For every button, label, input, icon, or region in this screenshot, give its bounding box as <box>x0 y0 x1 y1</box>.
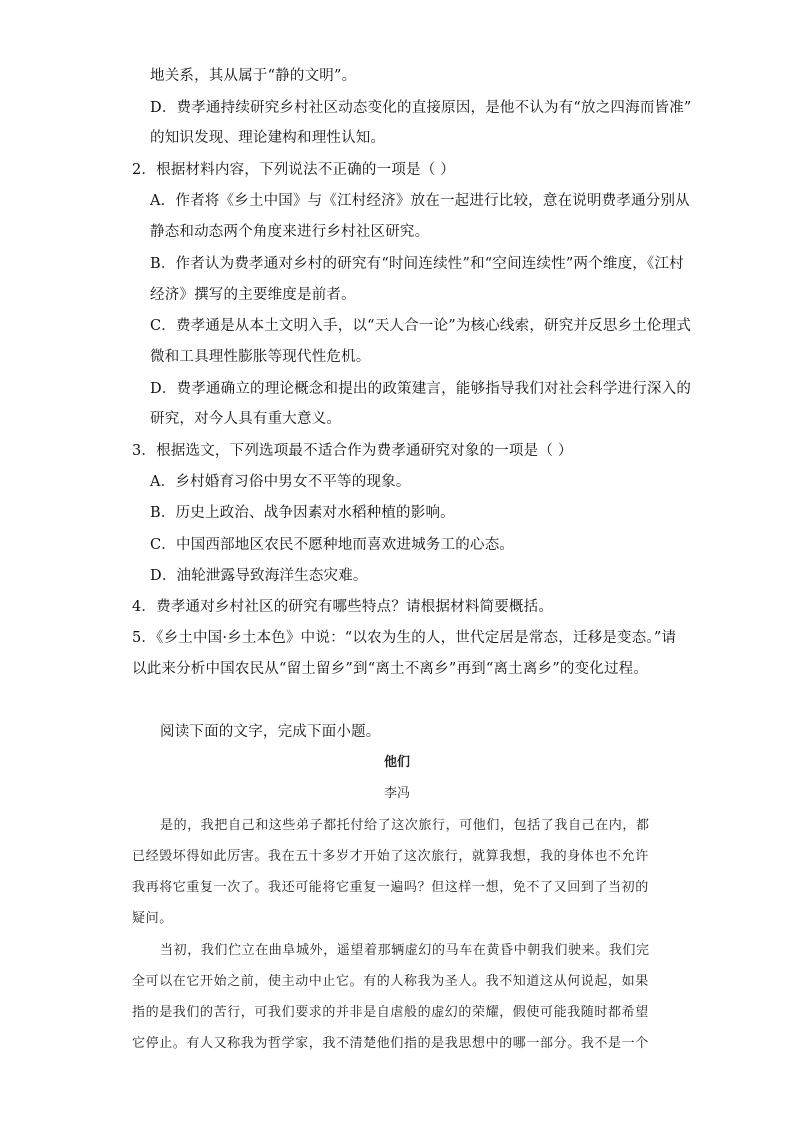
story-paragraph-1-line-3: 我再将它重复一次了。我还可能将它重复一遍吗？但这样一想，免不了又回到了当初的 <box>132 880 649 895</box>
q2-option-c: C．费孝通是从本土文明入手，以“天人合一论”为核心线索，研究并反思乡土伦理式 <box>150 318 692 334</box>
q2-stem: 2．根据材料内容，下列说法不正确的一项是（ ） <box>132 162 455 178</box>
q3-option-b: B．历史上政治、战争因素对水稻种植的影响。 <box>150 505 455 521</box>
q1-option-c-tail: 地关系，其从属于“静的文明”。 <box>150 68 357 84</box>
story-paragraph-1-line-1: 是的，我把自己和这些弟子都托付给了这次旅行，可他们，包括了我自己在内，都 <box>160 818 650 833</box>
story-title: 他们 <box>383 755 410 770</box>
q3-option-d: D．油轮泄露导致海洋生态灾难。 <box>150 568 368 584</box>
q5-stem: 5．《乡土中国·乡土本色》中说：“以农为生的人，世代定居是常态，迁移是变态。”请 <box>132 630 677 646</box>
story-paragraph-2-line-3: 指的是我们的苦行，可我们要求的并非是自虐般的虚幻的荣耀，假使可能我随时都希望 <box>132 1005 649 1020</box>
q2-option-d-cont: 研究，对今人具有重大意义。 <box>150 411 342 427</box>
story-paragraph-1-line-2: 已经毁坏得如此厉害。我在五十多岁才开始了这次旅行，就算我想，我的身体也不允许 <box>132 849 649 864</box>
story-paragraph-1-line-4: 疑问。 <box>132 911 173 926</box>
q1-option-d: D．费孝通持续研究乡村社区动态变化的直接原因，是他不认为有“放之四海而皆准” <box>150 100 692 116</box>
q1-option-d-cont: 的知识发现、理论建构和理性认知。 <box>150 130 386 146</box>
q5-stem-cont: 以此来分析中国农民从“留土留乡”到“离土不离乡”再到“离土离乡”的变化过程。 <box>132 661 649 677</box>
reading-instruction: 阅读下面的文字，完成下面小题。 <box>160 724 381 740</box>
q2-option-b: B．作者认为费孝通对乡村的研究有“时间连续性”和“空间连续性”两个维度，《江村 <box>150 256 684 272</box>
q4-stem: 4．费孝通对乡村社区的研究有哪些特点？请根据材料简要概括。 <box>132 599 554 615</box>
story-author: 李冯 <box>383 786 410 801</box>
q3-option-a: A．乡村婚育习俗中男女不平等的现象。 <box>150 474 411 490</box>
q2-option-d: D．费孝通确立的理论概念和提出的政策建言，能够指导我们对社会科学进行深入的 <box>150 381 692 397</box>
q2-option-c-cont: 微和工具理性膨胀等现代性危机。 <box>150 349 371 365</box>
q2-option-a-cont: 静态和动态两个角度来进行乡村社区研究。 <box>150 224 430 240</box>
q3-stem: 3．根据选文，下列选项最不适合作为费孝通研究对象的一项是（ ） <box>132 443 573 459</box>
story-paragraph-2-line-1: 当初，我们伫立在曲阜城外，遥望着那辆虚幻的马车在黄昏中朝我们驶来。我们完 <box>160 943 650 958</box>
q3-option-c: C．中国西部地区农民不愿种地而喜欢进城务工的心态。 <box>150 537 515 553</box>
q2-option-a: A．作者将《乡土中国》与《江村经济》放在一起进行比较，意在说明费孝通分别从 <box>150 193 690 209</box>
story-paragraph-2-line-2: 全可以在它开始之前，使主动中止它。有的人称我为圣人。我不知道这从何说起，如果 <box>132 974 649 989</box>
story-paragraph-2-line-4: 它停止。有人又称我为哲学家，我不清楚他们指的是我思想中的哪一部分。我不是一个 <box>132 1036 649 1051</box>
q2-option-b-cont: 经济》撰写的主要维度是前者。 <box>150 287 356 303</box>
